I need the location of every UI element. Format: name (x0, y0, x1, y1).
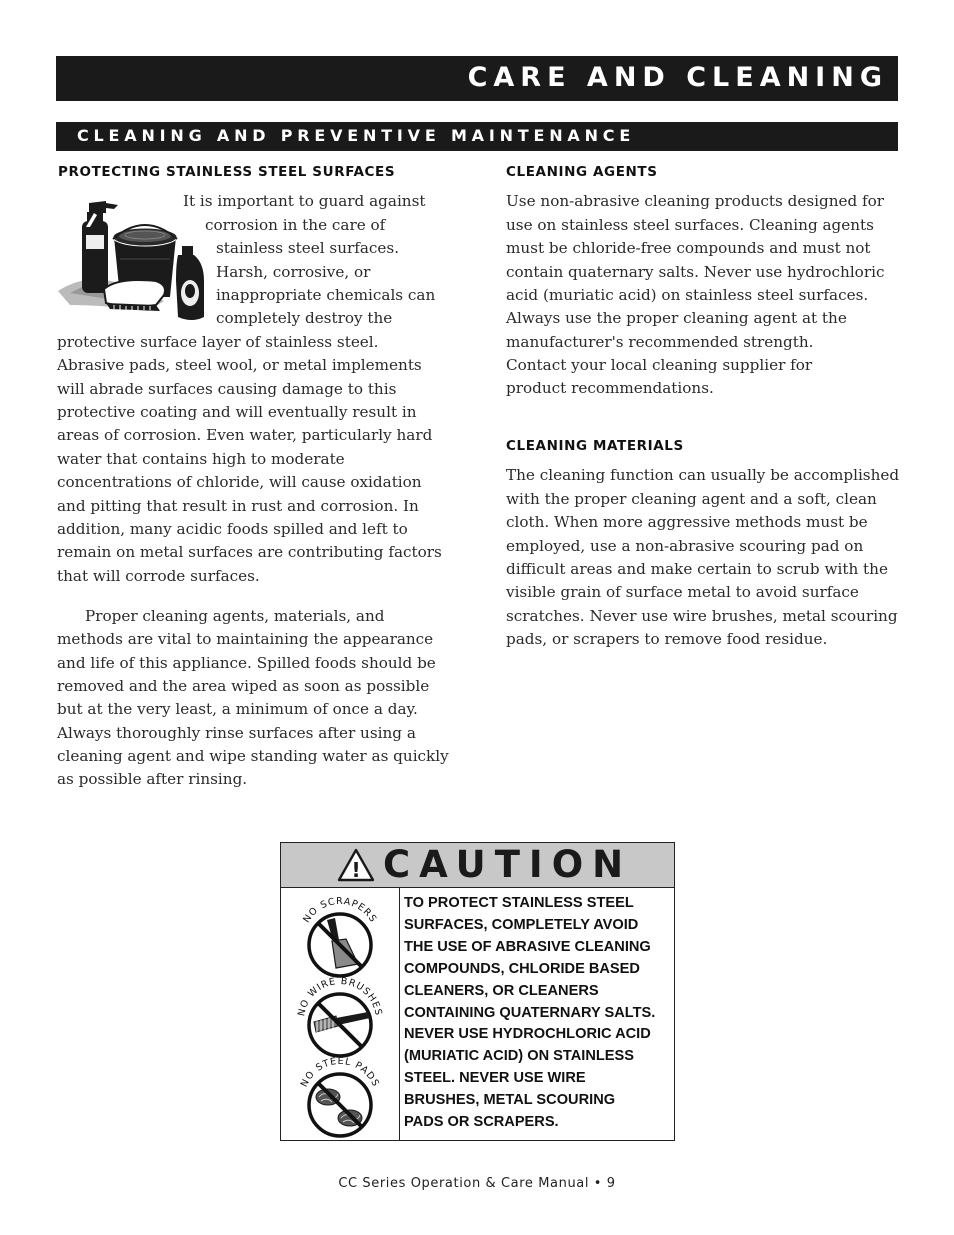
text-line: It is important to guard against (183, 192, 426, 210)
text-line: will abrade surfaces causing damage to this (57, 380, 397, 398)
warning-symbol: ! (351, 858, 361, 882)
section-title: CLEANING AND PREVENTIVE MAINTENANCE (77, 126, 636, 145)
caution-text (404, 893, 674, 1134)
caution-line: SURFACES, COMPLETELY AVOID (404, 916, 639, 933)
text-line: visible grain of surface metal to avoid surface (506, 583, 859, 601)
text-line: Proper cleaning agents, materials, and (85, 607, 385, 625)
text-line: Abrasive pads, steel wool, or metal implements (57, 356, 422, 374)
text-line: Harsh, corrosive, or (216, 263, 371, 281)
text-line: areas of corrosion. Even water, particularly hard (57, 426, 433, 444)
text-line: employed, use a non-abrasive scouring pad on (506, 537, 864, 555)
caution-line: THE USE OF ABRASIVE CLEANING (404, 938, 651, 955)
text-line: manufacturer's recommended strength. (506, 333, 814, 351)
materials-heading: CLEANING MATERIALS (506, 438, 684, 454)
text-line: contain quaternary salts. Never use hydrochloric (506, 263, 885, 281)
text-line: cloth. When more aggressive methods must be (506, 513, 868, 531)
caution-line: NEVER USE HYDROCHLORIC ACID (404, 1026, 651, 1043)
text-line: protective coating and will eventually result in (57, 403, 417, 421)
text-line: that will corrode surfaces. (57, 567, 260, 585)
caution-line: STEEL. NEVER USE WIRE (404, 1070, 586, 1087)
text-line: and life of this appliance. Spilled foods should be (57, 654, 436, 672)
text-line: and pitting that result in rust and corrosion. In (57, 497, 419, 515)
steel-pad-icon (292, 1054, 388, 1138)
text-line: The cleaning function can usually be accomplished (506, 466, 900, 484)
agents-heading: CLEANING AGENTS (506, 164, 658, 180)
no-steel-pads-label: NO STEEL PADS (298, 1055, 382, 1089)
caution-line: BRUSHES, METAL SCOURING (404, 1092, 616, 1109)
caution-line: (MURIATIC ACID) ON STAINLESS (404, 1048, 634, 1065)
caution-line: PADS OR SCRAPERS. (404, 1114, 559, 1131)
header-banner (56, 56, 898, 101)
text-line: product recommendations. (506, 379, 714, 397)
scraper-icon (292, 894, 388, 978)
caution-line: CONTAINING QUATERNARY SALTS. (404, 1004, 656, 1021)
text-line: concentrations of chloride, will cause oxidation (57, 473, 422, 491)
text-line: protective surface layer of stainless steel. (57, 333, 379, 351)
text-line: must be chloride-free compounds and must not (506, 239, 871, 257)
text-line: water that contains high to moderate (57, 450, 345, 468)
caution-line: COMPOUNDS, CHLORIDE BASED (404, 960, 640, 977)
no-scrapers-label: NO SCRAPERS (301, 895, 379, 925)
text-line: inappropriate chemicals can (216, 286, 436, 304)
text-line: Contact your local cleaning supplier for (506, 356, 813, 374)
text-line: Use non-abrasive cleaning products designed for (506, 192, 885, 210)
text-line: pads, or scrapers to remove food residue. (506, 630, 828, 648)
text-line: but at the very least, a minimum of once a day. (57, 700, 418, 718)
caution-title: CAUTION (383, 843, 633, 886)
caution-header (281, 843, 674, 888)
text-line: addition, many acidic foods spilled and left to (57, 520, 408, 538)
page-footer: CC Series Operation & Care Manual • 9 (338, 1176, 616, 1191)
text-line: difficult areas and make certain to scrub with the (506, 560, 888, 578)
text-line: cleaning agent and wipe standing water as quickly (57, 747, 449, 765)
text-line: removed and the area wiped as soon as possible (57, 677, 430, 695)
no-wire-brushes-label: NO WIRE BRUSHES (296, 975, 384, 1018)
text-line: remain on metal surfaces are contributing factors (57, 543, 442, 561)
caution-line: CLEANERS, OR CLEANERS (404, 982, 599, 999)
caution-box (280, 842, 675, 1141)
caution-line: TO PROTECT STAINLESS STEEL (404, 895, 634, 911)
text-line: stainless steel surfaces. (216, 239, 400, 257)
protecting-heading: PROTECTING STAINLESS STEEL SURFACES (58, 164, 396, 180)
text-line: corrosion in the care of (205, 216, 386, 234)
text-line: completely destroy the (216, 309, 393, 327)
text-line: Always use the proper cleaning agent at the (506, 309, 847, 327)
text-line: use on stainless steel surfaces. Cleaning agents (506, 216, 874, 234)
text-line: scratches. Never use wire brushes, metal scouring (506, 607, 898, 625)
page-title: CARE AND CLEANING (467, 62, 888, 93)
text-line: Always thoroughly rinse surfaces after using a (57, 724, 416, 742)
text-line: with the proper cleaning agent and a soft, clean (506, 490, 877, 508)
caution-icons (281, 888, 400, 1140)
warning-triangle-icon (337, 848, 375, 882)
text-line: methods are vital to maintaining the appearance (57, 630, 434, 648)
section-bar (56, 122, 898, 151)
wire-brush-icon (292, 974, 388, 1058)
text-line: as possible after rinsing. (57, 770, 248, 788)
text-line: acid (muriatic acid) on stainless steel surfaces. (506, 286, 869, 304)
